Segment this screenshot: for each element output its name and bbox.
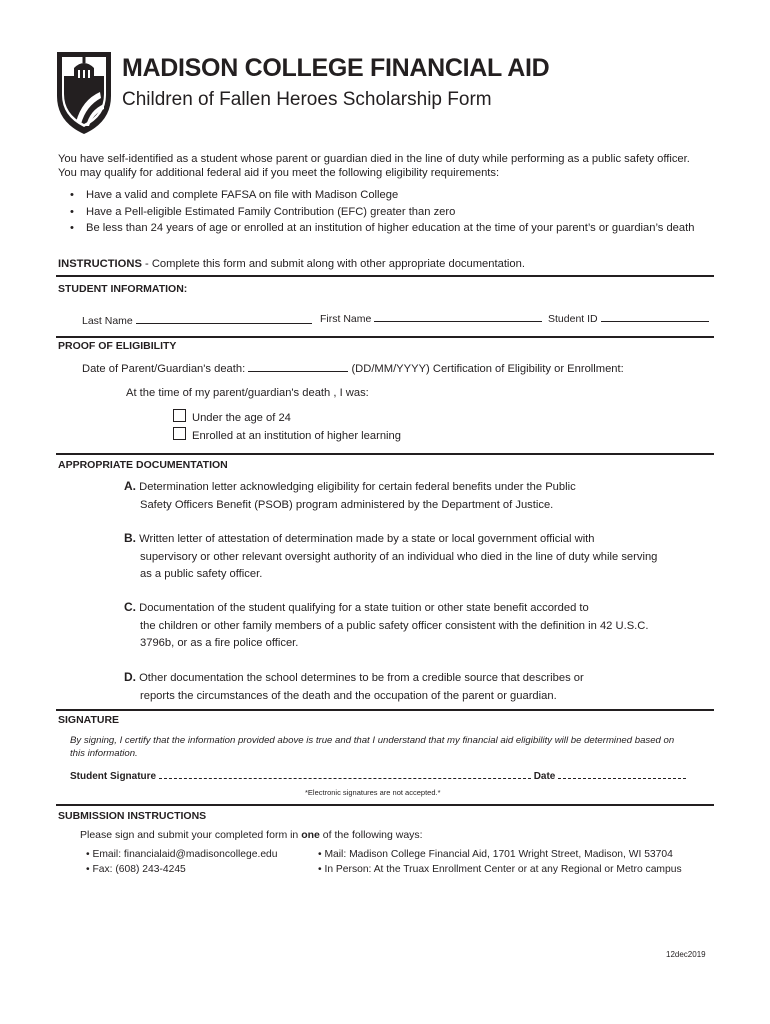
item-text-first: Written letter of attestation of determination made by a state or local government official with	[139, 533, 595, 545]
student-id-label: Student ID	[548, 313, 598, 325]
item-letter: B.	[124, 531, 136, 545]
page-title: MADISON COLLEGE FINANCIAL AID	[122, 54, 550, 82]
last-name-label: Last Name	[82, 315, 133, 327]
instructions-label: INSTRUCTIONS	[58, 258, 142, 270]
last-name-field[interactable]	[82, 314, 312, 327]
death-date-field[interactable]	[82, 362, 624, 375]
form-subtitle: Children of Fallen Heroes Scholarship Form	[122, 89, 492, 110]
item-text-first: Other documentation the school determines to be from a credible source that describes or	[139, 672, 584, 684]
enrolled-checkbox[interactable]	[173, 427, 186, 440]
form-version: 12dec2019	[666, 950, 706, 959]
item-letter: D.	[124, 670, 136, 684]
divider	[56, 709, 714, 711]
submission-intro-bold: one	[301, 829, 320, 841]
item-text-rest: Safety Officers Benefit (PSOB) program administered by the Department of Justice.	[140, 498, 554, 511]
item-text-rest: the children or other family members of a public safety officer consistent with the definition in 42 U.S.C. 3796b, or as a fire police officer.	[140, 619, 649, 649]
documentation-item-d	[124, 669, 664, 705]
death-date-line[interactable]	[248, 362, 348, 372]
instructions-line	[58, 258, 525, 270]
first-name-line[interactable]	[374, 312, 542, 322]
documentation-heading: APPROPRIATE DOCUMENTATION	[58, 459, 228, 471]
item-text-rest: supervisory or other relevant oversight authority of an individual who died in the line of duty while serving as a public safety officer.	[140, 550, 658, 580]
death-date-label: Date of Parent/Guardian's death:	[82, 363, 246, 375]
list-item: • Be less than 24 years of age or enrolled at an institution of higher education at the time of your parent’s or guardian’s death	[58, 221, 698, 236]
first-name-field[interactable]	[320, 312, 542, 325]
divider	[56, 275, 714, 277]
divider	[56, 453, 714, 455]
death-date-suffix: (DD/MM/YYYY) Certification of Eligibility or Enrollment:	[351, 363, 624, 375]
documentation-item-b	[124, 530, 664, 584]
last-name-line[interactable]	[136, 314, 312, 324]
submission-intro-after: of the following ways:	[319, 829, 423, 841]
student-signature-label: Student Signature	[70, 771, 157, 782]
submission-in-person: • In Person: At the Truax Enrollment Center or at any Regional or Metro campus	[318, 864, 682, 875]
under-24-label: Under the age of 24	[192, 412, 291, 424]
madison-college-logo	[54, 48, 114, 136]
eligibility-question: At the time of my parent/guardian's death , I was:	[126, 387, 369, 399]
submission-heading: SUBMISSION INSTRUCTIONS	[58, 810, 207, 822]
intro-paragraph: You have self-identified as a student whose parent or guardian died in the line of duty while performing as a public safety officer. You may qualify for additional federal aid if you meet the following eligibility requirements:	[58, 153, 690, 179]
signature-row	[70, 770, 686, 782]
item-letter: A.	[124, 479, 136, 493]
electronic-signature-note: *Electronic signatures are not accepted.*	[305, 788, 441, 797]
certification-text: By signing, I certify that the information provided above is true and that I understand that my financial aid eligibility will be determined based on this information.	[70, 735, 675, 759]
student-signature-line[interactable]	[159, 770, 531, 779]
divider	[56, 336, 714, 338]
item-text-rest: reports the circumstances of the death and the occupation of the parent or guardian.	[140, 689, 557, 702]
enrolled-label: Enrolled at an institution of higher learning	[192, 430, 401, 442]
submission-mail: • Mail: Madison College Financial Aid, 1701 Wright Street, Madison, WI 53704	[318, 849, 673, 860]
divider	[56, 804, 714, 806]
first-name-label: First Name	[320, 313, 372, 325]
student-id-field[interactable]	[548, 312, 709, 325]
submission-intro	[80, 829, 423, 841]
submission-intro-before: Please sign and submit your completed form in	[80, 829, 302, 841]
signature-heading: SIGNATURE	[58, 714, 120, 726]
documentation-item-c	[124, 599, 664, 653]
student-info-heading: STUDENT INFORMATION:	[58, 283, 188, 295]
item-letter: C.	[124, 600, 136, 614]
item-text-first: Determination letter acknowledging eligibility for certain federal benefits under the Public	[139, 481, 576, 493]
submission-fax: • Fax: (608) 243-4245	[86, 864, 186, 875]
documentation-item-a	[124, 478, 664, 514]
signature-date-label: Date	[533, 771, 556, 782]
submission-email: • Email: financialaid@madisoncollege.edu	[86, 849, 278, 860]
signature-date-line[interactable]	[558, 770, 686, 779]
under-24-checkbox[interactable]	[173, 409, 186, 422]
student-id-line[interactable]	[601, 312, 709, 322]
list-item: • Have a Pell-eligible Estimated Family Contribution (EFC) greater than zero	[58, 205, 698, 220]
proof-heading: PROOF OF ELIGIBILITY	[58, 340, 177, 352]
requirements-list	[58, 188, 698, 238]
list-item: • Have a valid and complete FAFSA on file with Madison College	[58, 188, 698, 203]
instructions-text: - Complete this form and submit along with other appropriate documentation.	[141, 258, 525, 270]
item-text-first: Documentation of the student qualifying for a state tuition or other state benefit accorded to	[139, 602, 589, 614]
